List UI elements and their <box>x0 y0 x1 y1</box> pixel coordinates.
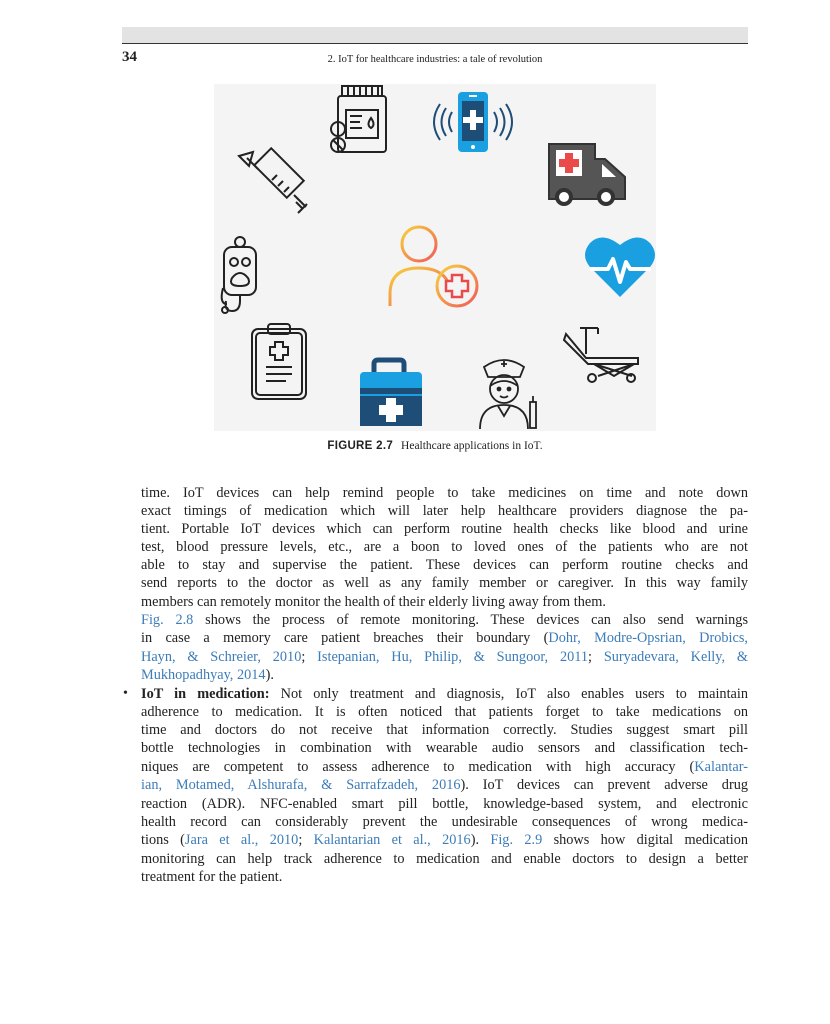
body-text: ). <box>265 667 274 683</box>
body-text: ). IoT devices can prevent adverse drug <box>460 777 748 793</box>
bullet-heading: IoT in medication: <box>141 686 270 702</box>
clipboard-medical-icon <box>252 324 306 399</box>
body-text: Not only treatment and diagnosis, IoT also enables users to maintain <box>269 686 749 702</box>
body-text: ; <box>588 649 604 665</box>
body-line <box>141 685 748 703</box>
body-line: bottle technologies in combination with wearable audio sensors and classification tech- <box>141 740 748 756</box>
body-line: able to stay and supervise the patient. These devices can perform routine checks and <box>141 557 748 573</box>
body-text: shows the process of remote monitoring. These devices can also send warnings <box>193 612 749 628</box>
first-aid-kit-icon <box>360 360 422 426</box>
ambulance-icon <box>549 144 625 204</box>
page-number: 34 <box>122 49 137 65</box>
smartphone-medical-icon <box>434 92 512 152</box>
patient-user-icon <box>390 227 477 306</box>
body-text: ; <box>298 832 314 848</box>
body-line: time and doctors do not receive that information correctly. Studies suggest smart pill <box>141 722 748 738</box>
stretcher-icon <box>564 328 638 382</box>
body-line: treatment for the patient. <box>141 869 283 885</box>
body-text: ). <box>470 832 491 848</box>
pill-bottle-icon <box>331 86 386 152</box>
iv-bag-stethoscope-icon <box>222 237 256 313</box>
body-line: tient. Portable IoT devices which can perform routine health checks like blood and urine <box>141 521 748 537</box>
citation-link[interactable]: Istepanian, Hu, Philip, & Sungoor, 2011 <box>317 649 589 665</box>
body-line: health record can considerably prevent the undesirable consequences of wrong medica- <box>141 814 748 830</box>
figure-caption <box>214 440 656 452</box>
figure-caption-text: Healthcare applications in IoT. <box>401 440 543 452</box>
header-bar <box>122 27 748 43</box>
body-line: test, blood pressure levels, etc., are a boon to loved ones of the patients who are not <box>141 539 748 555</box>
header-rule <box>122 43 748 44</box>
body-line: reaction (ADR). NFC-enabled smart pill bottle, knowledge-based system, and electronic <box>141 796 748 812</box>
body-line: send reports to the doctor as well as any family member or caregiver. In this way family <box>141 575 748 591</box>
heart-pulse-icon <box>585 237 655 297</box>
body-line: members can remotely monitor the health of their elderly living away from them. <box>141 594 606 610</box>
citation-link[interactable]: Dohr, Modre-Opsrian, Drobics, <box>548 630 748 646</box>
citation-link[interactable]: Jara et al., 2010 <box>184 832 299 848</box>
citation-link[interactable]: Hayn, & Schreier, 2010 <box>141 649 302 665</box>
body-line: exact timings of medication which will later help healthcare providers diagnose the pa- <box>141 503 748 519</box>
body-text: tions ( <box>141 832 185 848</box>
citation-link[interactable]: ian, Motamed, Alshurafa, & Sarrafzadeh, 2016 <box>141 777 461 793</box>
figure-2-7 <box>214 84 656 431</box>
running-head: 2. IoT for healthcare industries: a tale of revolution <box>327 54 543 65</box>
body-line <box>141 758 748 776</box>
body-line: time. IoT devices can help remind people to take medicines on time and note down <box>141 485 748 501</box>
figure-reference-link[interactable]: Fig. 2.9 <box>490 832 543 848</box>
body-text: niques are competent to assess adherence to medication with high accuracy ( <box>141 759 695 775</box>
body-line <box>141 831 748 849</box>
body-text: in case a memory care patient breaches their boundary ( <box>141 630 549 646</box>
figure-label: FIGURE 2.7 <box>327 440 394 452</box>
body-line: adherence to medication. It is often noticed that patients forget to take medications on <box>141 704 748 720</box>
bullet-marker: • <box>123 686 128 701</box>
citation-link[interactable]: Mukhopadhyay, 2014 <box>141 667 266 683</box>
syringe-icon <box>239 148 307 213</box>
nurse-icon <box>480 360 536 429</box>
body-line <box>141 629 748 647</box>
body-line <box>141 666 274 684</box>
figure-reference-link[interactable]: Fig. 2.8 <box>141 612 194 628</box>
body-line <box>141 611 748 629</box>
citation-link[interactable]: Kalantarian et al., 2016 <box>313 832 471 848</box>
body-text: shows how digital medication <box>542 832 748 848</box>
citation-link[interactable]: Suryadevara, Kelly, & <box>603 649 749 665</box>
body-line <box>141 776 748 794</box>
citation-link[interactable]: Kalantar- <box>694 759 748 775</box>
body-text: ; <box>301 649 318 665</box>
body-line: monitoring can help track adherence to medication and enable doctors to design a better <box>141 851 748 867</box>
figure-illustration <box>214 84 656 431</box>
body-line <box>141 648 748 666</box>
